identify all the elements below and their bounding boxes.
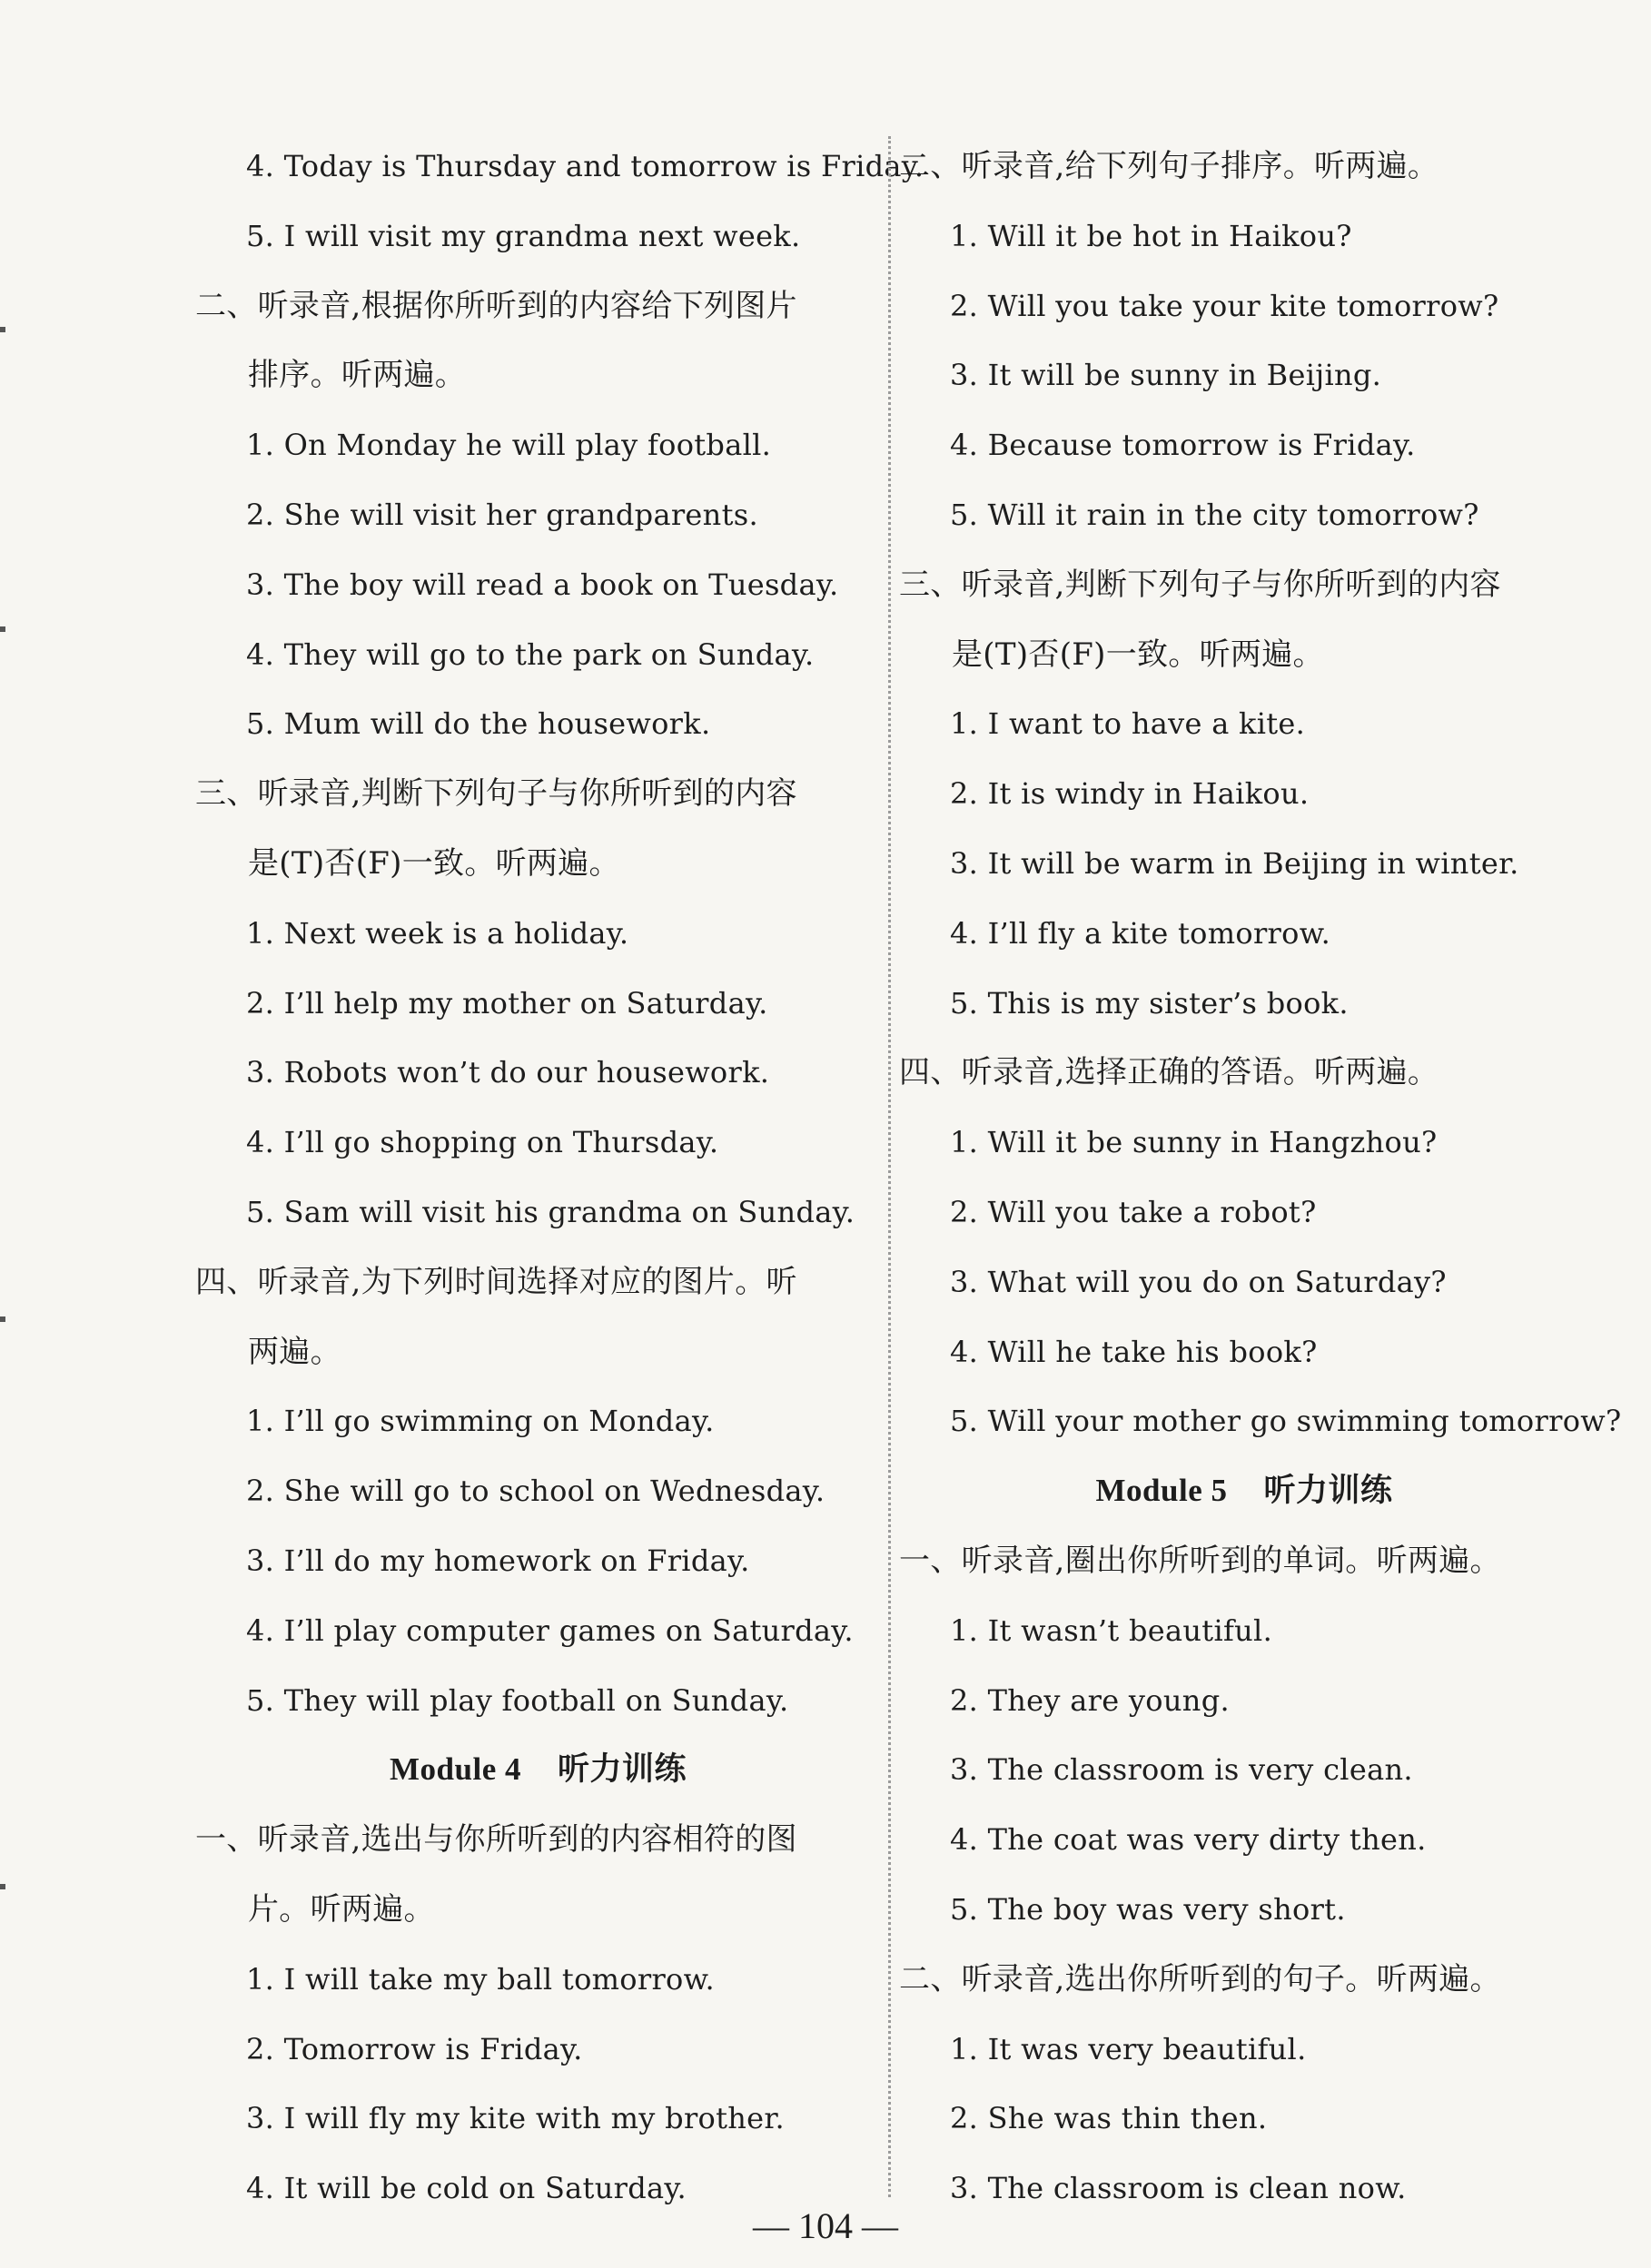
sentence-item: 4. The coat was very dirty then. bbox=[950, 1822, 1427, 1858]
section-heading: 三、听录音,判断下列句子与你所听到的内容 bbox=[195, 775, 797, 813]
page-number: — 104 — bbox=[753, 2205, 898, 2246]
sentence-item: 2. It is windy in Haikou. bbox=[950, 776, 1310, 812]
section-heading: 四、听录音,选择正确的答语。听两遍。 bbox=[899, 1054, 1439, 1091]
sentence-item: 4. I’ll go shopping on Thursday. bbox=[246, 1125, 719, 1160]
sentence-item: 1. I will take my ball tomorrow. bbox=[246, 1961, 715, 1997]
sentence-item: 5. This is my sister’s book. bbox=[950, 985, 1349, 1021]
right-column bbox=[899, 132, 1622, 2224]
sentence-item: 1. Will it be sunny in Hangzhou? bbox=[950, 1125, 1438, 1160]
module-number: Module 5 bbox=[1095, 1473, 1228, 1509]
module-title: 听力训练 bbox=[1263, 1473, 1393, 1509]
module-title: 听力训练 bbox=[557, 1751, 687, 1788]
sentence-item: 5. Sam will visit his grandma on Sunday. bbox=[246, 1194, 855, 1229]
sentence-item: 3. I’ll do my homework on Friday. bbox=[246, 1543, 750, 1578]
section-heading-continued: 是(T)否(F)一致。听两遍。 bbox=[952, 636, 1324, 673]
sentence-item: 1. It was very beautiful. bbox=[950, 2031, 1307, 2066]
sentence-item: 1. Will it be hot in Haikou? bbox=[950, 218, 1352, 253]
section-heading-continued: 是(T)否(F)一致。听两遍。 bbox=[248, 844, 620, 882]
sentence-item: 2. They are young. bbox=[950, 1682, 1230, 1718]
sentence-item: 3. It will be warm in Beijing in winter. bbox=[950, 845, 1519, 881]
sentence-item: 1. On Monday he will play football. bbox=[246, 428, 772, 463]
sentence-item: 3. The boy will read a book on Tuesday. bbox=[246, 567, 839, 602]
sentence-item: 4. It will be cold on Saturday. bbox=[246, 2171, 687, 2206]
sentence-item: 4. I’ll fly a kite tomorrow. bbox=[950, 915, 1331, 951]
section-heading-continued: 排序。听两遍。 bbox=[248, 357, 467, 394]
sentence-item: 1. I’ll go swimming on Monday. bbox=[246, 1404, 715, 1439]
sentence-item: 3. What will you do on Saturday? bbox=[950, 1264, 1447, 1299]
sentence-item: 3. The classroom is very clean. bbox=[950, 1752, 1413, 1788]
section-heading-continued: 两遍。 bbox=[248, 1333, 341, 1370]
sentence-item: 4. Will he take his book? bbox=[950, 1334, 1318, 1369]
edge-mark bbox=[0, 626, 5, 632]
edge-mark bbox=[0, 1884, 5, 1889]
sentence-item: 5. Will your mother go swimming tomorrow? bbox=[950, 1404, 1622, 1439]
section-heading: 三、听录音,判断下列句子与你所听到的内容 bbox=[899, 566, 1501, 603]
left-column bbox=[195, 132, 924, 2224]
sentence-item: 1. Next week is a holiday. bbox=[246, 915, 629, 951]
section-heading-continued: 片。听两遍。 bbox=[248, 1890, 435, 1928]
sentence-item: 5. Mum will do the housework. bbox=[246, 706, 711, 742]
sentence-item: 5. They will play football on Sunday. bbox=[246, 1682, 789, 1718]
sentence-item: 3. The classroom is clean now. bbox=[950, 2171, 1407, 2206]
sentence-item: 2. Tomorrow is Friday. bbox=[246, 2031, 583, 2066]
module-heading bbox=[195, 1735, 881, 1805]
sentence-item: 2. She was thin then. bbox=[950, 2101, 1268, 2136]
sentence-item: 2. She will visit her grandparents. bbox=[246, 497, 758, 532]
sentence-item: 4. Because tomorrow is Friday. bbox=[950, 428, 1416, 463]
section-heading: 一、听录音,选出与你所听到的内容相符的图 bbox=[195, 1821, 797, 1859]
sentence-item: 5. I will visit my grandma next week. bbox=[246, 218, 801, 253]
section-heading: 二、听录音,选出你所听到的句子。听两遍。 bbox=[899, 1960, 1501, 1997]
sentence-item: 2. She will go to school on Wednesday. bbox=[246, 1474, 826, 1509]
column-divider bbox=[888, 136, 891, 2197]
sentence-item: 2. Will you take your kite tomorrow? bbox=[950, 288, 1499, 323]
sentence-item: 2. I’ll help my mother on Saturday. bbox=[246, 985, 768, 1021]
sentence-item: 4. They will go to the park on Sunday. bbox=[246, 636, 815, 672]
sentence-item: 3. It will be sunny in Beijing. bbox=[950, 358, 1382, 393]
sentence-item: 5. The boy was very short. bbox=[950, 1891, 1346, 1927]
sentence-item: 3. Robots won’t do our housework. bbox=[246, 1055, 770, 1090]
section-heading: 四、听录音,为下列时间选择对应的图片。听 bbox=[195, 1263, 797, 1300]
edge-mark bbox=[0, 327, 5, 332]
section-heading: 二、听录音,根据你所听到的内容给下列图片 bbox=[195, 287, 797, 324]
sentence-item: 4. I’ll play computer games on Saturday. bbox=[246, 1612, 854, 1648]
edge-mark bbox=[0, 1316, 5, 1322]
module-heading bbox=[899, 1456, 1589, 1526]
sentence-item: 2. Will you take a robot? bbox=[950, 1194, 1317, 1229]
section-heading: 一、听录音,圈出你所听到的单词。听两遍。 bbox=[899, 1542, 1501, 1579]
sentence-item: 1. It wasn’t beautiful. bbox=[950, 1612, 1273, 1648]
section-heading: 二、听录音,给下列句子排序。听两遍。 bbox=[899, 148, 1439, 184]
sentence-item: 1. I want to have a kite. bbox=[950, 706, 1306, 742]
sentence-item: 5. Will it rain in the city tomorrow? bbox=[950, 497, 1479, 532]
sentence-item: 4. Today is Thursday and tomorrow is Friday. bbox=[246, 149, 924, 183]
module-number: Module 4 bbox=[390, 1751, 521, 1788]
sentence-item: 3. I will fly my kite with my brother. bbox=[246, 2101, 785, 2136]
